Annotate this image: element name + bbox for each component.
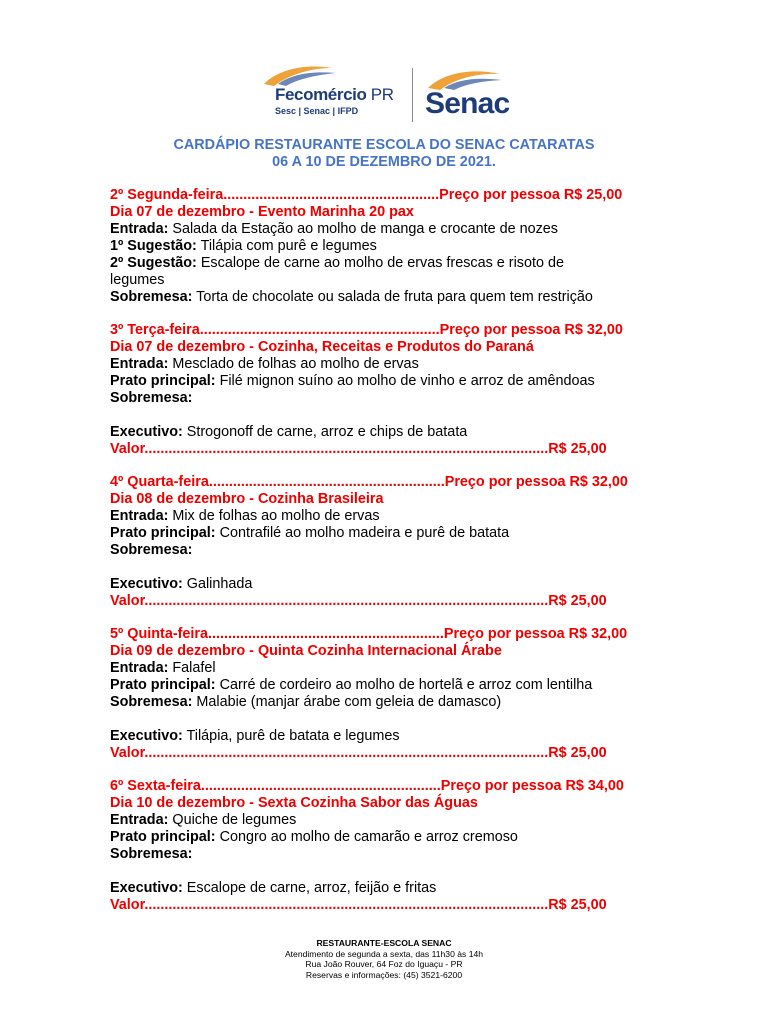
menu-item-executivo: Executivo: Escalope de carne, arroz, feijão e fritas <box>110 880 437 896</box>
menu-item-prato-principal: Prato principal: Congro ao molho de camarão e arroz cremoso <box>110 829 518 845</box>
day-thursday <box>110 626 670 762</box>
menu-title-line1: CARDÁPIO RESTAURANTE ESCOLA DO SENAC CATARATAS <box>173 137 595 153</box>
weekly-menu <box>110 187 670 930</box>
day-subtitle: Dia 09 de dezembro - Quinta Cozinha Internacional Árabe <box>110 643 502 659</box>
day-header: 4º Quarta-feira...........................................................Preço por pessoa R$ 32,00 <box>110 474 628 490</box>
senac-name: Senac <box>425 87 510 120</box>
day-subtitle: Dia 07 de dezembro - Evento Marinha 20 pax <box>110 204 414 220</box>
menu-item-entrada: Entrada: Mesclado de folhas ao molho de ervas <box>110 356 419 372</box>
footer-address: Rua João Rouver, 64 Foz do Iguaçu - PR <box>305 959 463 970</box>
menu-item-prato-principal: Prato principal: Contrafilé ao molho madeira e purê de batata <box>110 525 510 541</box>
menu-item-executivo: Executivo: Tilápia, purê de batata e legumes <box>110 728 400 744</box>
fecomercio-logo <box>262 64 402 124</box>
day-header: 6º Sexta-feira............................................................Preço por pessoa R$ 34,00 <box>110 778 624 794</box>
footer-contact: Reservas e informações: (45) 3521-6200 <box>305 969 463 980</box>
executivo-price: Valor.....................................................................................................R$ 25,00 <box>110 897 607 913</box>
menu-item-sobremesa: Sobremesa: Malabie (manjar árabe com geleia de damasco) <box>110 694 502 710</box>
day-header: 5º Quinta-feira...........................................................Preço por pessoa R$ 32,00 <box>110 626 628 642</box>
menu-title <box>0 137 768 171</box>
menu-item-entrada: Entrada: Salada da Estação ao molho de manga e crocante de nozes <box>110 221 558 237</box>
fecomercio-subtitle: Sesc | Senac | IFPD <box>275 106 359 116</box>
menu-item-entrada: Entrada: Falafel <box>110 660 216 676</box>
day-header: 3º Terça-feira............................................................Preço por pessoa R$ 32,00 <box>110 322 623 338</box>
menu-item-prato-principal: Prato principal: Carré de cordeiro ao molho de hortelã e arroz com lentilha <box>110 677 593 693</box>
menu-title-line2: 06 A 10 DE DEZEMBRO DE 2021. <box>272 154 496 170</box>
day-tuesday <box>110 322 670 458</box>
day-friday <box>110 778 670 914</box>
day-monday <box>110 187 670 306</box>
day-header: 2º Segunda-feira......................................................Preço por pessoa R$ 25,00 <box>110 187 623 203</box>
menu-item-entrada: Entrada: Quiche de legumes <box>110 812 297 828</box>
logo-divider <box>412 68 413 122</box>
menu-item-entrada: Entrada: Mix de folhas ao molho de ervas <box>110 508 380 524</box>
fecomercio-name: Fecomércio PR <box>275 85 394 104</box>
menu-item-sobremesa: Sobremesa: Torta de chocolate ou salada de fruta para quem tem restrição <box>110 289 593 305</box>
executivo-price: Valor.....................................................................................................R$ 25,00 <box>110 441 607 457</box>
day-subtitle: Dia 08 de dezembro - Cozinha Brasileira <box>110 491 384 507</box>
menu-item-sugestao-2-cont: legumes <box>110 272 165 288</box>
day-subtitle: Dia 07 de dezembro - Cozinha, Receitas e Produtos do Paraná <box>110 339 534 355</box>
menu-item-sugestao-2: 2º Sugestão: Escalope de carne ao molho de ervas frescas e risoto de <box>110 255 564 271</box>
footer-restaurant-name: RESTAURANTE-ESCOLA SENAC <box>316 938 452 948</box>
footer <box>0 938 768 980</box>
menu-item-executivo: Executivo: Galinhada <box>110 576 253 592</box>
menu-item-sugestao-1: 1º Sugestão: Tilápia com purê e legumes <box>110 238 377 254</box>
menu-item-executivo: Executivo: Strogonoff de carne, arroz e chips de batata <box>110 424 468 440</box>
menu-item-prato-principal: Prato principal: Filé mignon suíno ao molho de vinho e arroz de amêndoas <box>110 373 595 389</box>
senac-logo <box>422 66 512 124</box>
header-logos <box>0 60 768 124</box>
footer-hours: Atendimento de segunda a sexta, das 11h30 às 14h <box>284 948 484 959</box>
menu-item-sobremesa: Sobremesa: <box>110 390 193 406</box>
menu-item-sobremesa: Sobremesa: <box>110 846 193 862</box>
day-subtitle: Dia 10 de dezembro - Sexta Cozinha Sabor das Águas <box>110 795 478 811</box>
menu-item-sobremesa: Sobremesa: <box>110 542 193 558</box>
executivo-price: Valor.....................................................................................................R$ 25,00 <box>110 593 607 609</box>
executivo-price: Valor.....................................................................................................R$ 25,00 <box>110 745 607 761</box>
day-wednesday <box>110 474 670 610</box>
